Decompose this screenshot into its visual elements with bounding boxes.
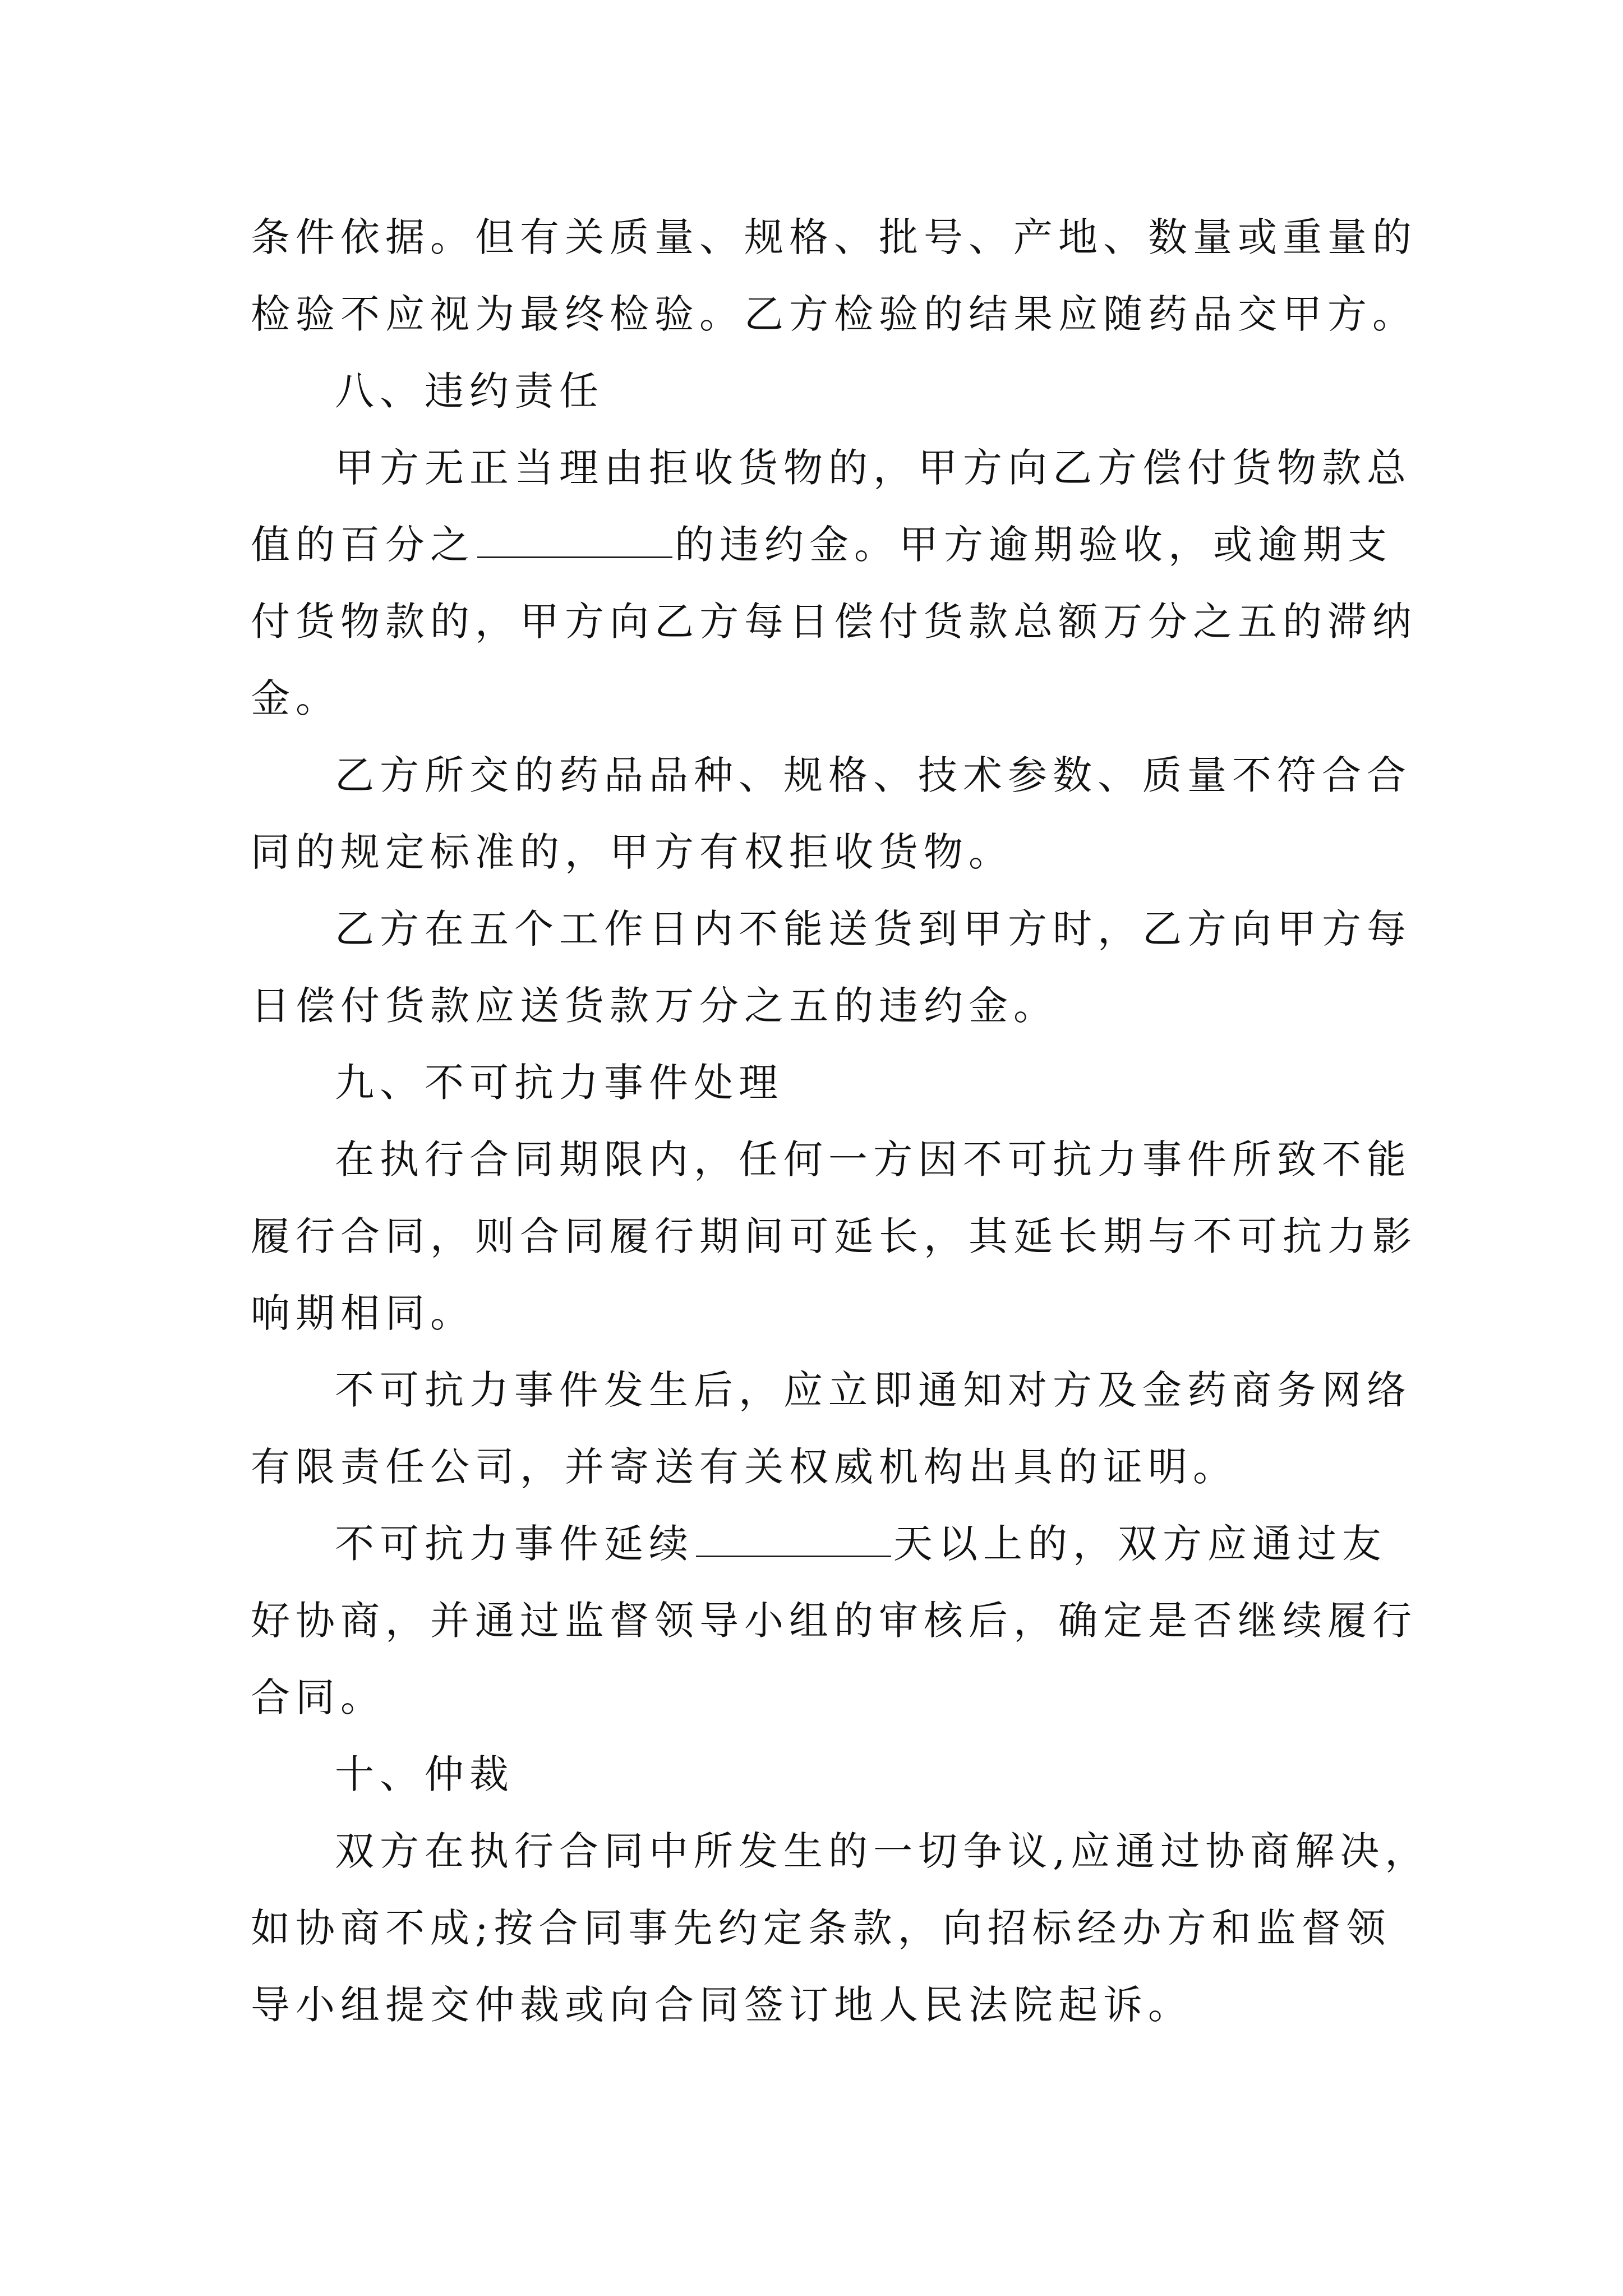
text-line: 乙方所交的药品品种、规格、技术参数、质量不符合合 — [335, 752, 1412, 798]
text-line: 有限责任公司，并寄送有关权威机构出具的证明。 — [251, 1444, 1238, 1490]
text-line: 合同。 — [251, 1674, 385, 1720]
section-heading: 十、仲裁 — [335, 1751, 514, 1797]
text-line: 甲方无正当理由拒收货物的，甲方向乙方偿付货物款总 — [335, 445, 1412, 491]
text-line: 付货物款的，甲方向乙方每日偿付货款总额万分之五的滞纳 — [251, 599, 1417, 645]
text-line: 双方在执行合同中所发生的一切争议,应通过协商解决， — [335, 1828, 1430, 1874]
text-line: 如协商不成;按合同事先约定条款，向招标经办方和监督领 — [251, 1905, 1391, 1951]
section-heading: 九、不可抗力事件处理 — [335, 1060, 783, 1106]
text-line: 同的规定标准的，甲方有权拒收货物。 — [251, 829, 1013, 875]
text-segment: 天以上的，双方应通过友 — [893, 1521, 1387, 1567]
text-line: 检验不应视为最终检验。乙方检验的结果应随药品交甲方。 — [251, 291, 1417, 337]
text-line-with-blank — [251, 507, 1393, 583]
text-line: 响期相同。 — [251, 1290, 475, 1336]
text-line: 金。 — [251, 675, 340, 721]
text-segment: 不可抗力事件延续 — [335, 1521, 694, 1567]
fill-in-blank — [477, 523, 672, 558]
document-body — [251, 199, 1430, 2044]
text-segment: 值的百分之 — [251, 522, 475, 568]
text-line: 乙方在五个工作日内不能送货到甲方时，乙方向甲方每 — [335, 906, 1412, 952]
text-line: 条件依据。但有关质量、规格、批号、产地、数量或重量的 — [251, 214, 1417, 260]
text-line: 好协商，并通过监督领导小组的审核后，确定是否继续履行 — [251, 1598, 1417, 1644]
text-line: 在执行合同期限内，任何一方因不可抗力事件所致不能 — [335, 1137, 1412, 1182]
text-line-with-blank — [251, 1506, 1387, 1582]
section-heading: 八、违约责任 — [335, 368, 604, 414]
text-line: 导小组提交仲裁或向合同签订地人民法院起诉。 — [251, 1982, 1193, 2028]
text-line: 不可抗力事件发生后，应立即通知对方及金药商务网络 — [335, 1367, 1412, 1413]
text-line: 日偿付货款应送货款万分之五的违约金。 — [251, 983, 1058, 1029]
text-segment: 的违约金。甲方逾期验收，或逾期支 — [675, 522, 1393, 568]
fill-in-blank — [696, 1522, 891, 1557]
text-line: 履行合同，则合同履行期间可延长，其延长期与不可抗力影 — [251, 1213, 1417, 1259]
